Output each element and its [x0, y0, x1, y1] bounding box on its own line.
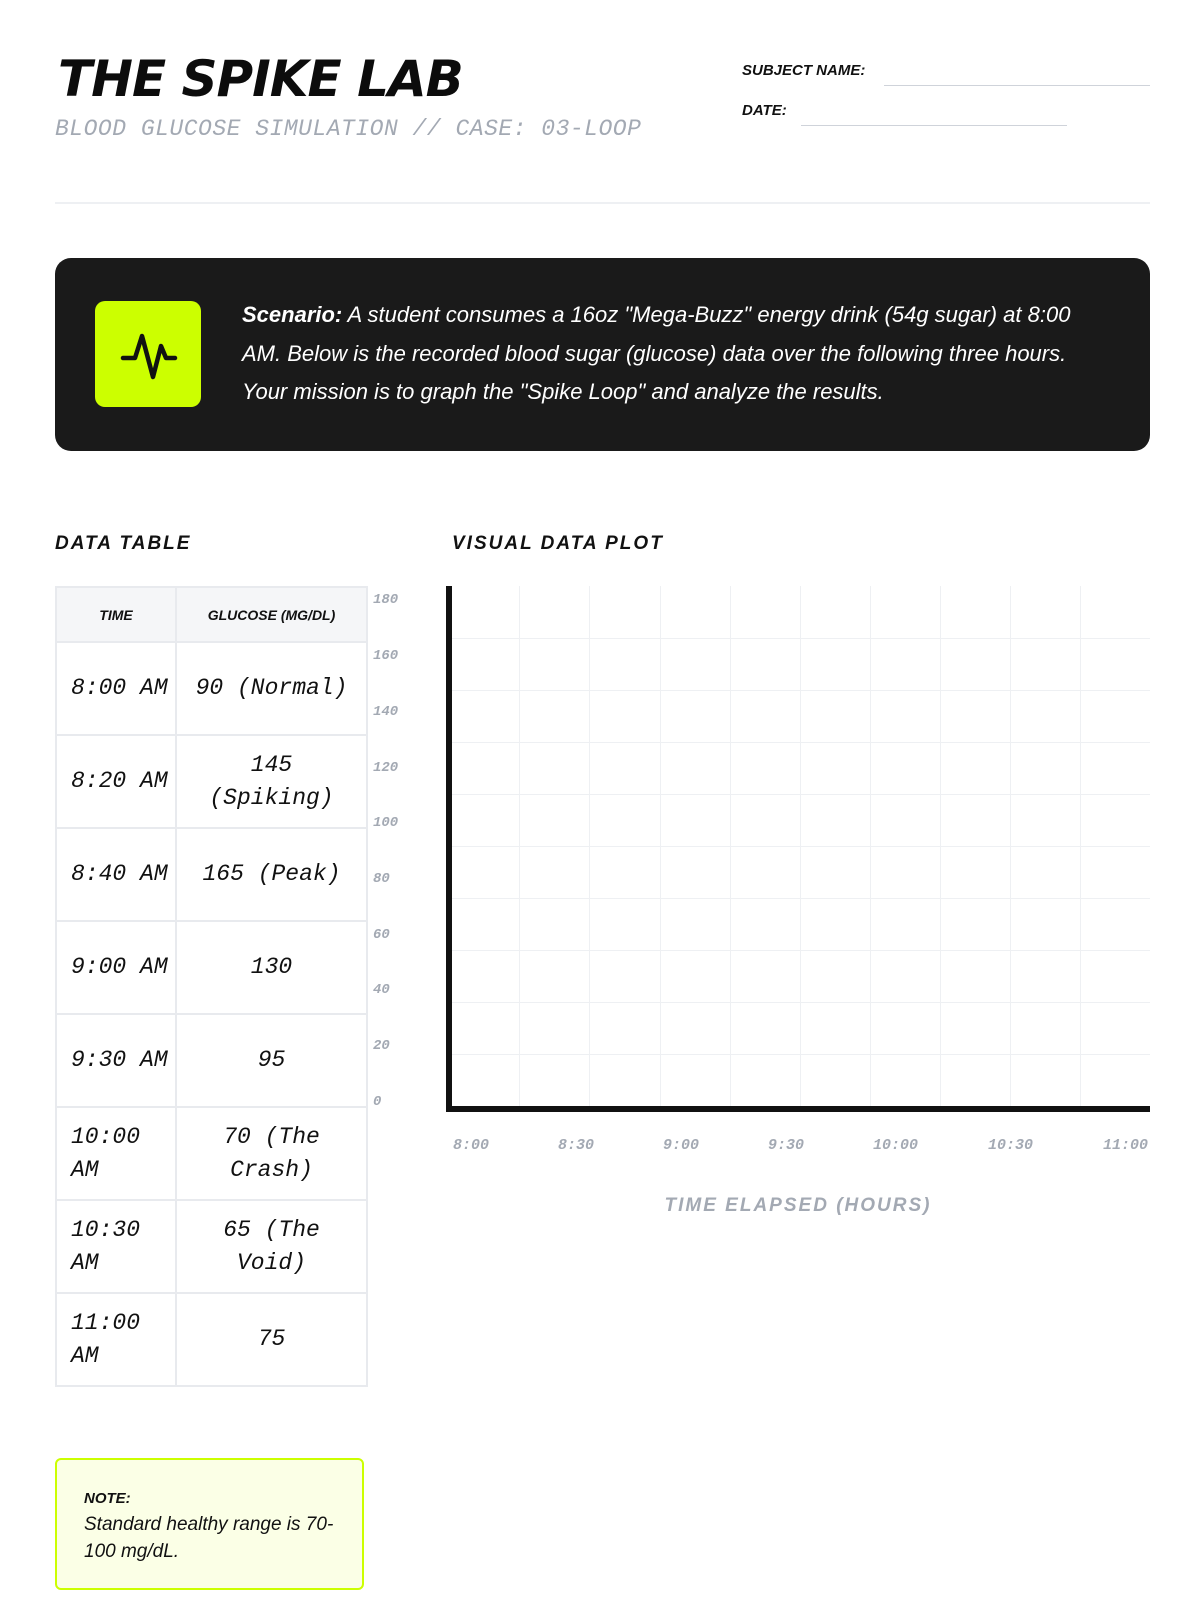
page-subtitle: BLOOD GLUCOSE SIMULATION // CASE: 03-LOOP	[55, 116, 642, 142]
y-axis	[446, 586, 452, 1112]
y-tick-label: 40	[373, 982, 390, 998]
time-cell: 8:00 AM	[56, 642, 176, 735]
x-axis-label: TIME ELAPSED (HOURS)	[664, 1195, 932, 1216]
note-box	[55, 1458, 364, 1590]
glucose-cell: 95	[176, 1014, 367, 1107]
grid-line	[446, 794, 1150, 795]
grid-line	[800, 586, 801, 1112]
grid-line	[1080, 586, 1081, 1112]
grid-line	[446, 846, 1150, 847]
grid-line	[446, 950, 1150, 951]
subject-name-label: SUBJECT NAME:	[742, 62, 866, 79]
grid-line	[1010, 586, 1011, 1112]
subject-name-field[interactable]	[884, 85, 1150, 86]
x-tick-label: 11:00	[1103, 1137, 1149, 1154]
table-row	[56, 642, 367, 735]
y-tick-label: 140	[373, 704, 399, 720]
x-tick-label: 8:00	[453, 1137, 490, 1154]
y-tick-label: 100	[373, 815, 399, 831]
x-axis	[446, 1106, 1150, 1112]
glucose-cell: 65 (The Void)	[176, 1200, 367, 1293]
table-row	[56, 1107, 367, 1200]
time-cell: 8:20 AM	[56, 735, 176, 828]
table-row	[56, 921, 367, 1014]
y-tick-label: 20	[373, 1038, 390, 1054]
time-cell: 9:00 AM	[56, 921, 176, 1014]
glucose-column-header: GLUCOSE (MG/DL)	[176, 587, 367, 642]
glucose-cell: 75	[176, 1293, 367, 1386]
grid-line	[660, 586, 661, 1112]
page-title: THE SPIKE LAB	[58, 50, 463, 108]
y-tick-label: 80	[373, 871, 390, 887]
time-cell: 10:30 AM	[56, 1200, 176, 1293]
grid-line	[730, 586, 731, 1112]
glucose-cell: 130	[176, 921, 367, 1014]
glucose-cell: 145 (Spiking)	[176, 735, 367, 828]
grid-line	[446, 742, 1150, 743]
table-row	[56, 1200, 367, 1293]
table-row	[56, 735, 367, 828]
scenario-label: Scenario:	[242, 302, 343, 327]
grid-line	[519, 586, 520, 1112]
table-row	[56, 1014, 367, 1107]
scenario-banner	[55, 258, 1150, 451]
grid-line	[446, 1002, 1150, 1003]
y-tick-label: 120	[373, 760, 399, 776]
grid-line	[446, 690, 1150, 691]
table-row	[56, 1293, 367, 1386]
y-tick-label: 180	[373, 592, 399, 608]
time-cell: 11:00 AM	[56, 1293, 176, 1386]
glucose-cell: 70 (The Crash)	[176, 1107, 367, 1200]
grid-line	[446, 898, 1150, 899]
data-table	[55, 586, 368, 1387]
grid-line	[446, 638, 1150, 639]
time-cell: 9:30 AM	[56, 1014, 176, 1107]
date-field[interactable]	[801, 125, 1067, 126]
x-tick-label: 10:00	[873, 1137, 919, 1154]
time-cell: 8:40 AM	[56, 828, 176, 921]
scenario-text	[242, 296, 1112, 412]
y-tick-label: 60	[373, 927, 390, 943]
grid-line	[446, 1054, 1150, 1055]
x-tick-label: 9:30	[768, 1137, 805, 1154]
graph-area[interactable]	[446, 586, 1150, 1112]
data-table-title: DATA TABLE	[55, 533, 192, 554]
grid-line	[940, 586, 941, 1112]
note-label: NOTE:	[84, 1490, 131, 1507]
grid-line	[589, 586, 590, 1112]
glucose-cell: 165 (Peak)	[176, 828, 367, 921]
table-row	[56, 828, 367, 921]
y-tick-label: 160	[373, 648, 399, 664]
x-tick-label: 9:00	[663, 1137, 700, 1154]
scenario-body: A student consumes a 16oz "Mega-Buzz" energy drink (54g sugar) at 8:00 AM. Below is the recorded blood sugar (glucose) data over the following three hours. Your mission is to graph the "Spike Loop" and analyze the results.	[242, 302, 1071, 404]
x-tick-label: 8:30	[558, 1137, 595, 1154]
pulse-icon	[95, 301, 201, 407]
glucose-cell: 90 (Normal)	[176, 642, 367, 735]
time-column-header: TIME	[56, 587, 176, 642]
plot-title: VISUAL DATA PLOT	[452, 533, 664, 554]
header-divider	[55, 202, 1150, 204]
note-text: Standard healthy range is 70-100 mg/dL.	[84, 1514, 334, 1562]
x-tick-label: 10:30	[988, 1137, 1034, 1154]
date-label: DATE:	[742, 102, 787, 119]
time-cell: 10:00 AM	[56, 1107, 176, 1200]
grid-line	[870, 586, 871, 1112]
y-tick-label: 0	[373, 1094, 382, 1110]
